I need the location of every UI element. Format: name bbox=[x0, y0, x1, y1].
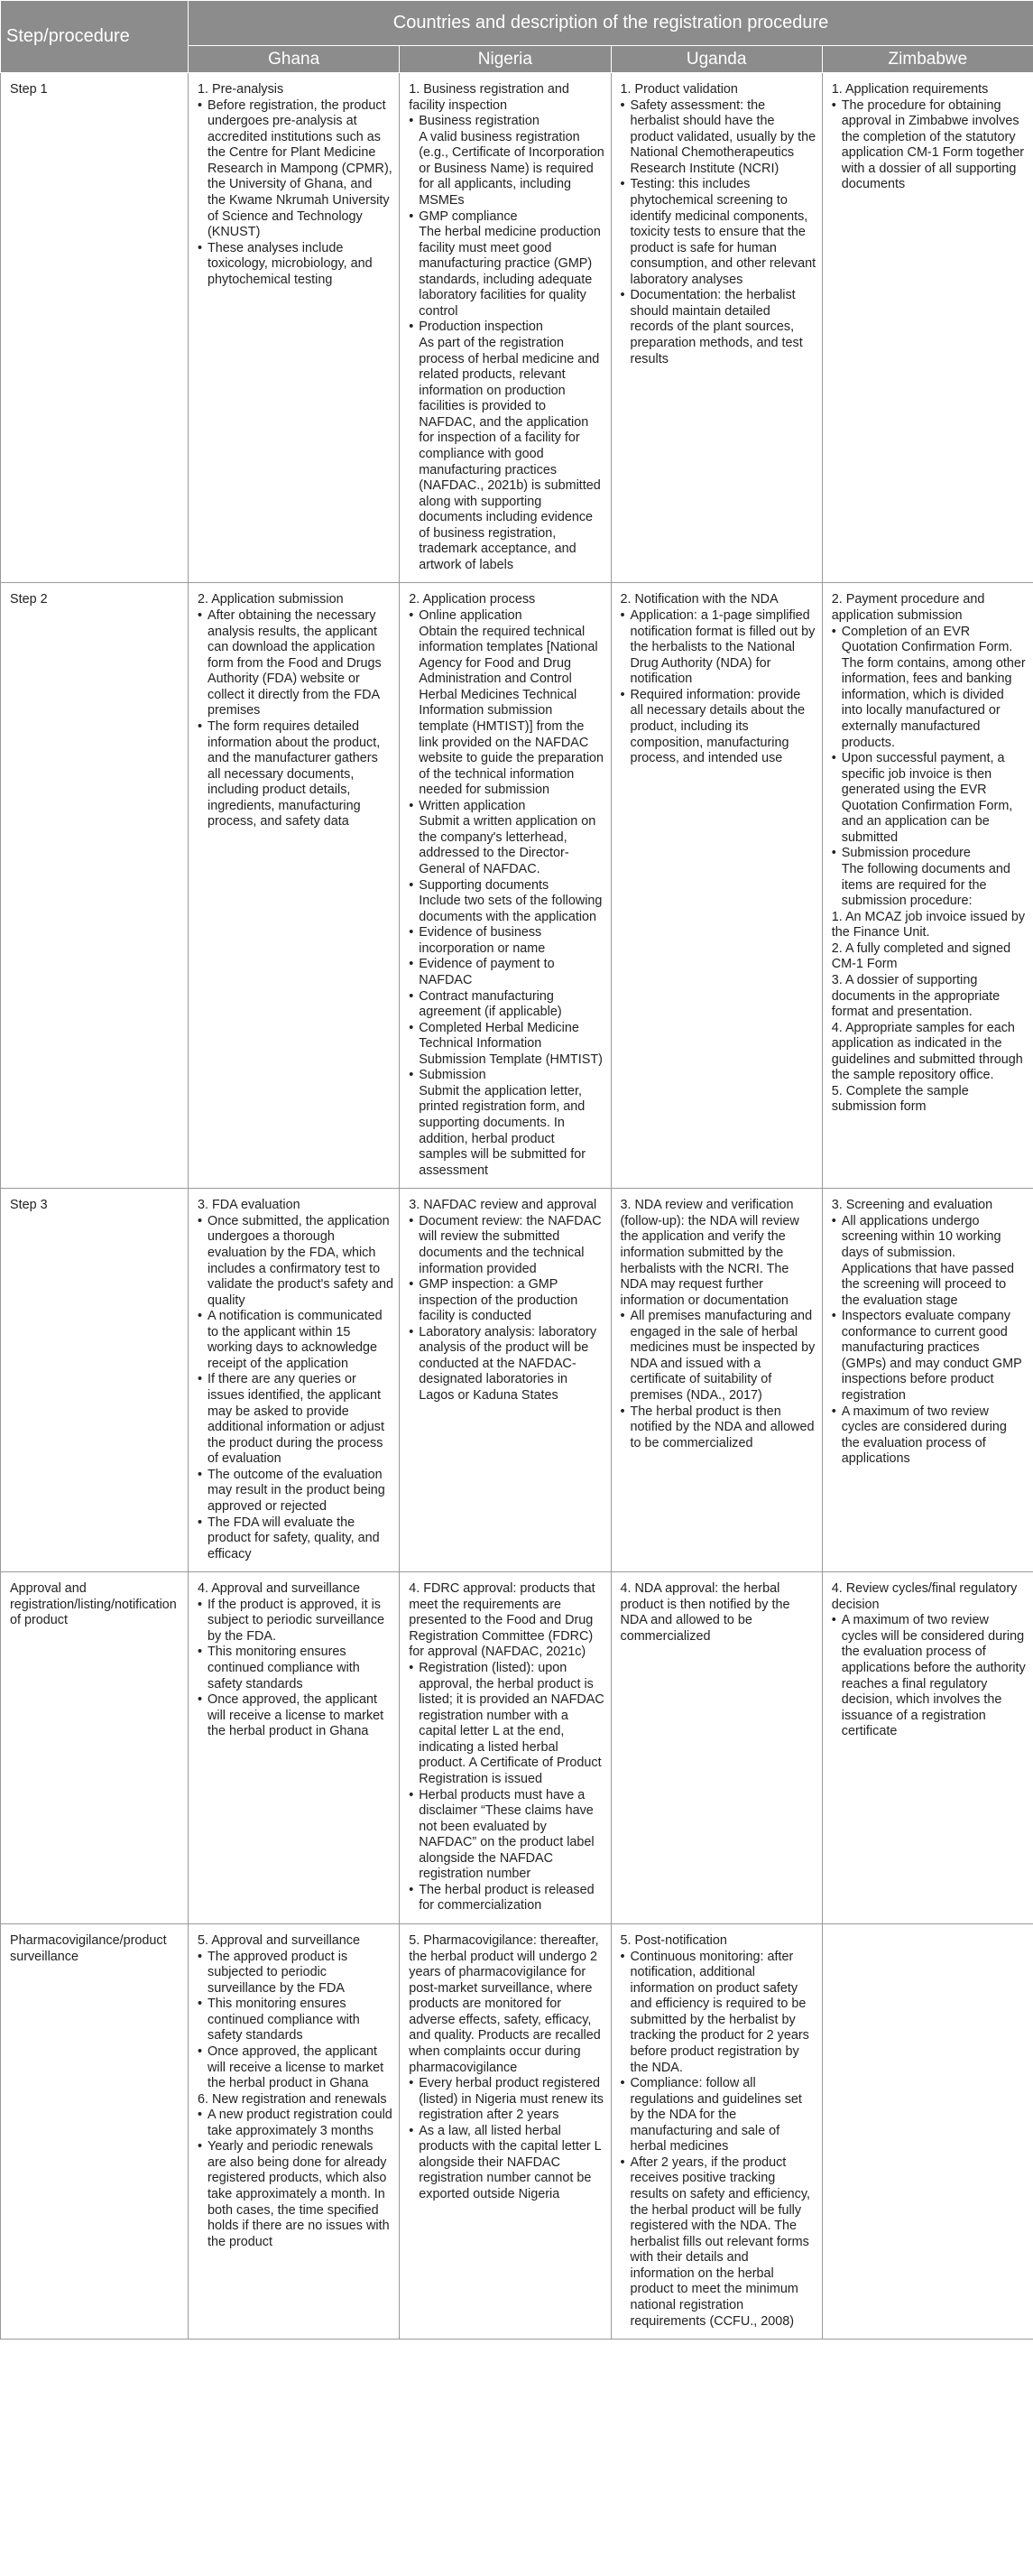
item-list bbox=[198, 1598, 393, 1740]
bullet-item: • A notification is communicated to the applicant within 15 working days to acknowledge receipt of the application bbox=[198, 1309, 393, 1372]
item-list bbox=[409, 608, 604, 1179]
bullet-item: • A maximum of two review cycles will be considered during the evaluation process of applications before the authority reaches a final regulatory decision, which involves the issuance of a registration certificate bbox=[832, 1613, 1028, 1740]
list-item: 1. An MCAZ job invoice issued by the Finance Unit. bbox=[831, 909, 1026, 941]
bullet-item: • The herbal product is then notified by the NDA and allowed to be commercialized bbox=[621, 1404, 816, 1452]
cell-title: 4. NDA approval: the herbal product is then notified by the NDA and allowed to be commercialized bbox=[620, 1581, 790, 1644]
item-list bbox=[832, 625, 1028, 1116]
cell-zimbabwe bbox=[822, 1924, 1033, 2340]
step-label: Step 1 bbox=[1, 73, 189, 583]
cell-title: 3. NAFDAC review and approval bbox=[409, 1198, 597, 1213]
item-list bbox=[409, 114, 604, 573]
cell-title: 5. Post-notification bbox=[620, 1933, 727, 1948]
cell-nigeria bbox=[400, 1189, 611, 1572]
countries-group-header: Countries and description of the registration procedure bbox=[189, 1, 1033, 46]
list-item: The herbal medicine production facility must meet good manufacturing practice (GMP) standards, including adequate laboratory facilities for quality control bbox=[419, 225, 601, 319]
bullet-item: • A new product registration could take approximately 3 months bbox=[198, 2108, 393, 2139]
bullet-item: • Contract manufacturing agreement (if applicable) bbox=[409, 989, 604, 1021]
item-list bbox=[832, 1214, 1028, 1468]
bullet-item: • This monitoring ensures continued compliance with safety standards bbox=[198, 1997, 393, 2044]
bullet-item: • Supporting documents bbox=[409, 878, 604, 894]
bullet-item: • Evidence of payment to NAFDAC bbox=[409, 957, 604, 988]
item-list bbox=[198, 608, 393, 830]
step-label: Step 3 bbox=[1, 1189, 189, 1572]
step-procedure-header: Step/procedure bbox=[1, 1, 189, 73]
item-list bbox=[621, 98, 816, 368]
bullet-item: • Compliance: follow all regulations and guidelines set by the NDA for the manufacturing and sale of herbal medicines bbox=[621, 2076, 816, 2155]
step-label: Pharmacovigilance/product surveillance bbox=[1, 1924, 189, 2340]
step-label: Step 2 bbox=[1, 583, 189, 1189]
bullet-item: • If there are any queries or issues identified, the applicant may be asked to provide additional information or adjust the product during the process of evaluation bbox=[198, 1372, 393, 1467]
bullet-item: • If the product is approved, it is subject to periodic surveillance by the FDA. bbox=[198, 1598, 393, 1645]
item-list bbox=[832, 1613, 1028, 1740]
bullet-item: • Laboratory analysis: laboratory analysis of the product will be conducted at the NAFDAC-designated laboratories in Lagos or Kaduna States bbox=[409, 1325, 604, 1404]
cell-ghana bbox=[189, 1189, 400, 1572]
bullet-item: • After obtaining the necessary analysis results, the applicant can download the application form from the Food and Drugs Authority (FDA) website or collect it directly from the FDA premises bbox=[198, 608, 393, 719]
list-item: Obtain the required technical information templates [National Agency for Food and Drug Administration and Control Herbal Medicines Technical Information submission template (HMTIST)] from the link provided on the NAFDAC website to guide the preparation of the technical information needed for submission bbox=[419, 624, 604, 798]
item-list bbox=[621, 1309, 816, 1451]
cell-zimbabwe bbox=[822, 583, 1033, 1189]
bullet-item: • Upon successful payment, a specific job invoice is then generated using the EVR Quotation Confirmation Form, and an application can be submitted bbox=[832, 751, 1028, 846]
bullet-item: • Completed Herbal Medicine Technical Information Submission Template (HMTIST) bbox=[409, 1021, 604, 1069]
bullet-item: • Safety assessment: the herbalist should have the product validated, usually by the National Chemotherapeutics Research Institute (NCRI) bbox=[621, 98, 816, 178]
bullet-item: • All applications undergo screening within 10 working days of submission. Applications that have passed the screening will proceed to the evaluation stage bbox=[832, 1214, 1028, 1309]
list-item: 3. A dossier of supporting documents in the appropriate format and presentation. bbox=[831, 972, 1001, 1020]
bullet-item: • Document review: the NAFDAC will review the submitted documents and the technical information provided bbox=[409, 1214, 604, 1277]
step-label: Approval and registration/listing/notification of product bbox=[1, 1572, 189, 1924]
bullet-item: • The approved product is subjected to periodic surveillance by the FDA bbox=[198, 1950, 393, 1997]
bullet-item: • Herbal products must have a disclaimer “These claims have not been evaluated by NAFDAC” on the product label alongside the NAFDAC registration number bbox=[409, 1788, 604, 1883]
item-list bbox=[409, 1214, 604, 1404]
bullet-item: • Submission bbox=[409, 1068, 604, 1084]
country-header-zimbabwe: Zimbabwe bbox=[822, 46, 1033, 73]
table-row bbox=[1, 1189, 1033, 1572]
bullet-item: • All premises manufacturing and engaged in the sale of herbal medicines must be inspected by NDA and issued with a certificate of suitability of premises (NDA., 2017) bbox=[621, 1309, 816, 1404]
list-item: Submit a written application on the company's letterhead, addressed to the Director-General of NAFDAC. bbox=[419, 814, 596, 876]
bullet-item: • Evidence of business incorporation or name bbox=[409, 925, 604, 957]
bullet-item: • Online application bbox=[409, 608, 604, 625]
cell-title: 3. NDA review and verification (follow-up): the NDA will review the application and verify the information submitted by the herbalists with the NCRI. The NDA may request further information or documentation bbox=[620, 1198, 799, 1308]
cell-title: 4. FDRC approval: products that meet the requirements are presented to the Food and Drug Registration Committee (FDRC) for approval (NAFDAC, 2021c) bbox=[409, 1581, 595, 1660]
bullet-item: • Every herbal product registered (listed) in Nigeria must renew its registration after 2 years bbox=[409, 2076, 604, 2124]
bullet-item: • Production inspection bbox=[409, 320, 604, 336]
item-list bbox=[198, 1214, 393, 1562]
bullet-item: • The FDA will evaluate the product for safety, quality, and efficacy bbox=[198, 1515, 393, 1563]
bullet-item: • Application: a 1-page simplified notification format is filled out by the herbalists to the National Drug Authority (NDA) for notification bbox=[621, 608, 816, 688]
cell-title: 4. Review cycles/final regulatory decision bbox=[831, 1581, 1018, 1612]
cell-nigeria bbox=[400, 583, 611, 1189]
bullet-item: • After 2 years, if the product receives positive tracking results on safety and efficiency, the herbal product will be fully registered with the NDA. The herbalist fills out relevant forms with their details and information on the herbal product to meet the minimum national registration requirements (CCFU., 2008) bbox=[621, 2155, 816, 2330]
bullet-item: • Registration (listed): upon approval, the herbal product is listed; it is provided an NAFDAC registration number with a capital letter L at the end, indicating a listed herbal product. A Certificate of Product Registration is issued bbox=[409, 1661, 604, 1788]
bullet-item: • As a law, all listed herbal products with the capital letter L alongside their NAFDAC registration number cannot be exported outside Nigeria bbox=[409, 2124, 604, 2203]
list-item: 6. New registration and renewals bbox=[198, 2091, 387, 2107]
cell-title: 2. Application submission bbox=[198, 592, 344, 607]
table-row bbox=[1, 1572, 1033, 1924]
cell-nigeria bbox=[400, 1572, 611, 1924]
bullet-item: • GMP compliance bbox=[409, 209, 604, 226]
bullet-item: • Required information: provide all necessary details about the product, including its composition, manufacturing process, and intended use bbox=[621, 688, 816, 767]
table-row bbox=[1, 1924, 1033, 2340]
list-item: As part of the registration process of herbal medicine and related products, relevant information on production facilities is provided to NAFDAC, and the application for inspection of a facility for compliance with good manufacturing practices (NAFDAC., 2021b) is submitted along with supporting documents including evidence of business registration, trademark acceptance, and artwork of labels bbox=[419, 336, 601, 572]
cell-ghana bbox=[189, 583, 400, 1189]
item-list bbox=[621, 608, 816, 767]
list-item: 2. A fully completed and signed CM-1 Form bbox=[831, 941, 1011, 972]
bullet-item: • The form requires detailed information about the product, and the manufacturer gathers all necessary documents, including product details, ingredients, manufacturing process, and safety data bbox=[198, 719, 393, 830]
cell-title: 1. Application requirements bbox=[831, 82, 989, 97]
item-list bbox=[198, 1950, 393, 2251]
country-header-nigeria: Nigeria bbox=[400, 46, 611, 73]
cell-uganda bbox=[611, 73, 822, 583]
cell-title: 2. Application process bbox=[409, 592, 536, 607]
list-item: Submit the application letter, printed registration form, and supporting documents. In addition, herbal product samples will be submitted for assessment bbox=[419, 1083, 586, 1178]
item-list bbox=[621, 1950, 816, 2330]
bullet-item: • Inspectors evaluate company conformance to current good manufacturing practices (GMPs) and may conduct GMP inspections before product registration bbox=[832, 1309, 1028, 1404]
cell-title: 5. Pharmacovigilance: thereafter, the herbal product will undergo 2 years of pharmacovigilance for post-market surveillance, where products are monitored for adverse effects, safety, efficacy, and quality. Products are recalled when complaints occur during pharmacovigilance bbox=[409, 1933, 601, 2075]
cell-title: 1. Business registration and facility inspection bbox=[409, 82, 569, 113]
cell-uganda bbox=[611, 583, 822, 1189]
bullet-item: • Written application bbox=[409, 799, 604, 815]
bullet-item: • These analyses include toxicology, microbiology, and phytochemical testing bbox=[198, 241, 393, 289]
cell-title: 3. Screening and evaluation bbox=[831, 1198, 993, 1213]
country-header-ghana: Ghana bbox=[189, 46, 400, 73]
cell-title: 5. Approval and surveillance bbox=[198, 1933, 360, 1948]
bullet-item: • The outcome of the evaluation may result in the product being approved or rejected bbox=[198, 1468, 393, 1515]
cell-nigeria bbox=[400, 1924, 611, 2340]
bullet-item: • The herbal product is released for commercialization bbox=[409, 1883, 604, 1914]
cell-zimbabwe bbox=[822, 1572, 1033, 1924]
bullet-item: • GMP inspection: a GMP inspection of the production facility is conducted bbox=[409, 1277, 604, 1325]
bullet-item: • Documentation: the herbalist should maintain detailed records of the plant sources, preparation methods, and test results bbox=[621, 288, 816, 367]
item-list bbox=[832, 98, 1028, 193]
item-list bbox=[198, 98, 393, 289]
bullet-item: • Yearly and periodic renewals are also being done for already registered products, which also take approximately a month. In both cases, the time specified holds if there are no issues with the product bbox=[198, 2139, 393, 2250]
cell-title: 1. Pre-analysis bbox=[198, 82, 284, 97]
cell-zimbabwe bbox=[822, 1189, 1033, 1572]
list-item: 4. Appropriate samples for each application as indicated in the guidelines and submitted through the sample repository office. bbox=[831, 1020, 1023, 1083]
bullet-item: • Before registration, the product undergoes pre-analysis at accredited institutions such as the Centre for Plant Medicine Research in Mampong (CPMR), the University of Ghana, and the Kwame Nkrumah University of Science and Technology (KNUST) bbox=[198, 98, 393, 241]
table-header bbox=[1, 1, 1033, 73]
list-item: A valid business registration (e.g., Certificate of Incorporation or Business Name) is required for all applicants, including MSMEs bbox=[419, 129, 604, 208]
table-body bbox=[1, 73, 1033, 2340]
item-list bbox=[409, 1661, 604, 1914]
bullet-item: • Business registration bbox=[409, 114, 604, 130]
bullet-item: • Completion of an EVR Quotation Confirmation Form. The form contains, among other information, fees and banking information, which is divided into locally manufactured or externally manufactured products. bbox=[832, 625, 1028, 752]
cell-uganda bbox=[611, 1189, 822, 1572]
cell-uganda bbox=[611, 1572, 822, 1924]
cell-zimbabwe bbox=[822, 73, 1033, 583]
list-item: 5. Complete the sample submission form bbox=[831, 1083, 969, 1115]
cell-ghana bbox=[189, 1572, 400, 1924]
bullet-item: • Continuous monitoring: after notification, additional information on product safety and efficiency is required to be submitted by the herbalist by tracking the product for 2 years before product registration by the NDA. bbox=[621, 1950, 816, 2077]
cell-title: 2. Payment procedure and application submission bbox=[831, 592, 985, 623]
list-item: The following documents and items are required for the submission procedure: bbox=[841, 862, 1010, 909]
bullet-item: • Testing: this includes phytochemical screening to identify medicinal components, toxicity tests to ensure that the product is safe for human consumption, and other relevant laboratory analyses bbox=[621, 177, 816, 288]
cell-title: 2. Notification with the NDA bbox=[620, 592, 779, 607]
bullet-item: • A maximum of two review cycles are considered during the evaluation process of applications bbox=[832, 1404, 1028, 1468]
table-row bbox=[1, 73, 1033, 583]
cell-title: 1. Product validation bbox=[620, 82, 738, 97]
cell-ghana bbox=[189, 1924, 400, 2340]
bullet-item: • This monitoring ensures continued compliance with safety standards bbox=[198, 1645, 393, 1692]
cell-uganda bbox=[611, 1924, 822, 2340]
cell-ghana bbox=[189, 73, 400, 583]
bullet-item: • Once approved, the applicant will receive a license to market the herbal product in Ghana bbox=[198, 2044, 393, 2092]
cell-title: 4. Approval and surveillance bbox=[198, 1581, 360, 1597]
table-row bbox=[1, 583, 1033, 1189]
bullet-item: • Submission procedure bbox=[832, 846, 1028, 862]
bullet-item: • Once submitted, the application undergoes a thorough evaluation by the FDA, which includes a confirmatory test to validate the product's safety and quality bbox=[198, 1214, 393, 1309]
country-header-uganda: Uganda bbox=[611, 46, 822, 73]
cell-nigeria bbox=[400, 73, 611, 583]
list-item: Include two sets of the following documents with the application bbox=[419, 894, 603, 924]
item-list bbox=[409, 2076, 604, 2203]
bullet-item: • The procedure for obtaining approval in Zimbabwe involves the completion of the statutory application CM-1 Form together with a dossier of all supporting documents bbox=[832, 98, 1028, 193]
cell-title: 3. FDA evaluation bbox=[198, 1198, 300, 1213]
bullet-item: • Once approved, the applicant will receive a license to market the herbal product in Ghana bbox=[198, 1692, 393, 1740]
